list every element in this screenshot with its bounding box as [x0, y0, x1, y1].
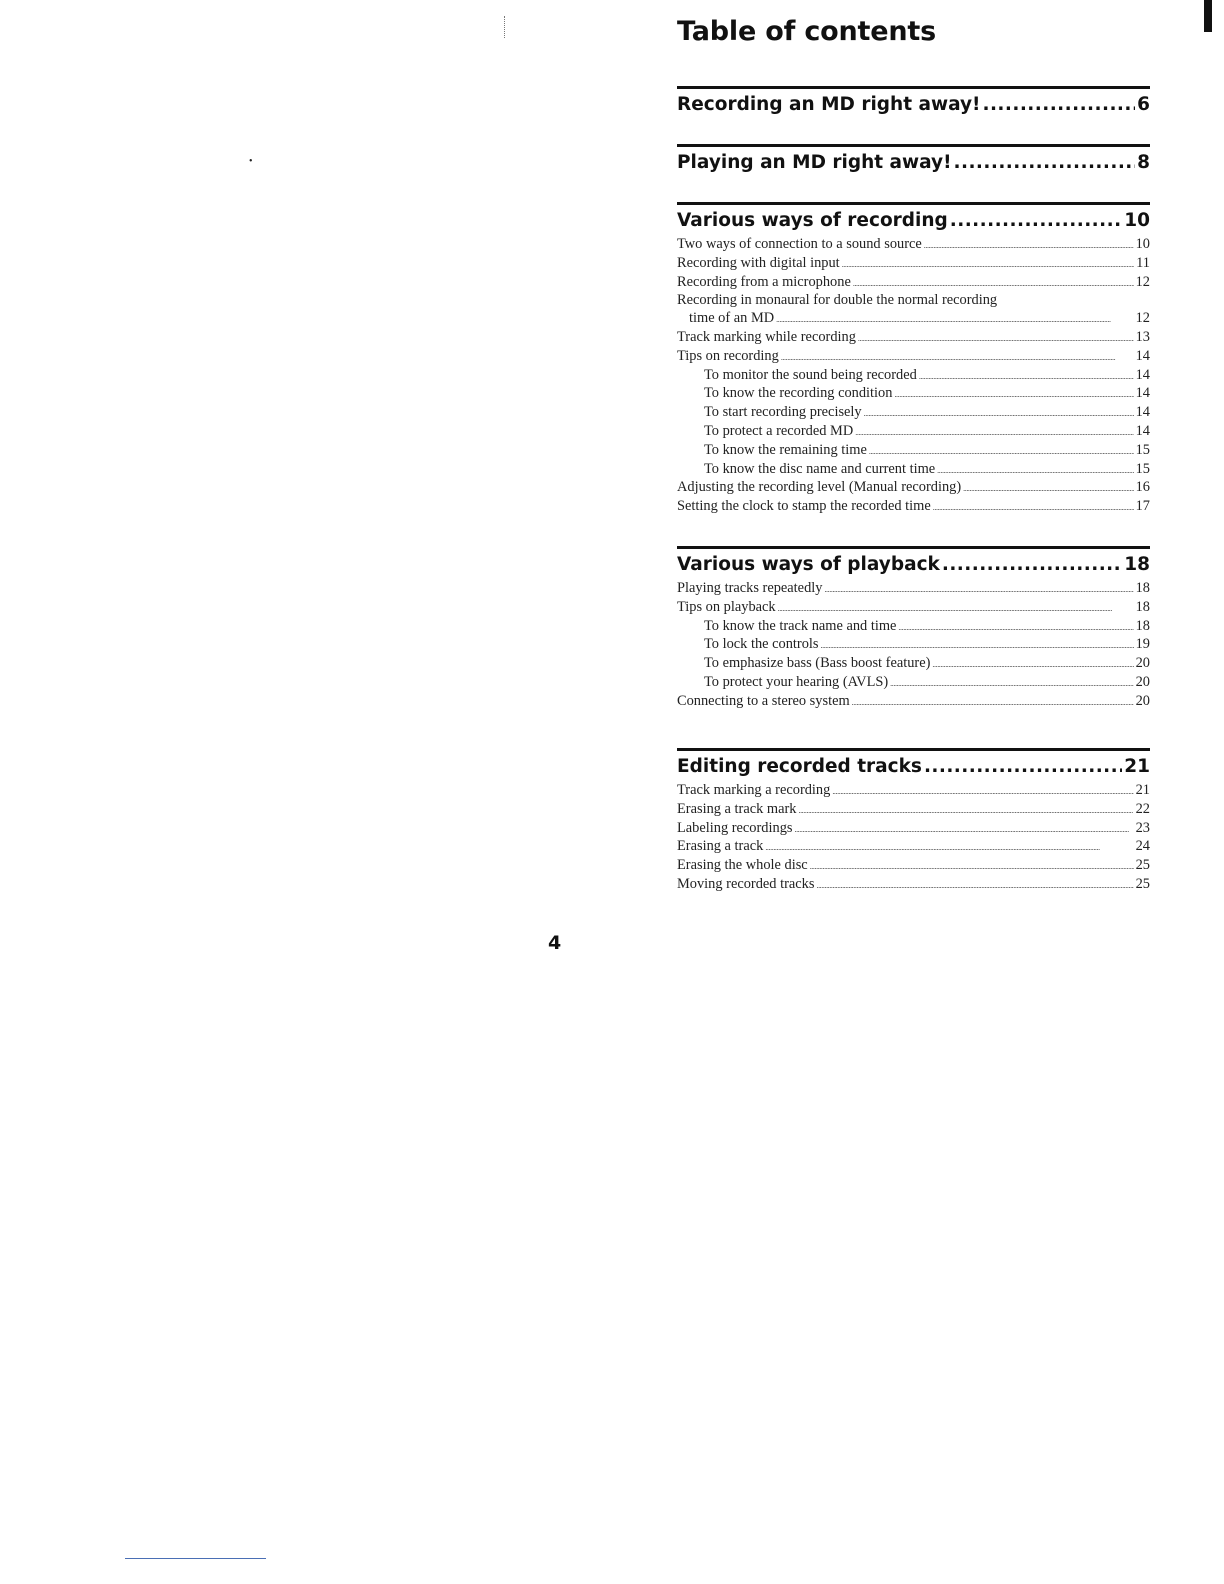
toc-entry	[677, 479, 1150, 498]
dot-leader	[894, 386, 1133, 404]
section-title: Various ways of playback	[677, 554, 940, 575]
section-page: 6	[1137, 94, 1150, 115]
entry-text: To lock the controls	[704, 636, 819, 653]
entry-page: 10	[1135, 236, 1150, 252]
section-rule	[677, 748, 1150, 751]
dot-leader	[798, 802, 1133, 820]
section-heading	[677, 756, 1150, 778]
dot-leader	[954, 152, 1136, 174]
toc-entry	[677, 599, 1150, 618]
dot-leader	[816, 877, 1133, 895]
entry-text: Adjusting the recording level (Manual recording)	[677, 479, 962, 496]
dot-leader	[855, 424, 1133, 442]
entry-text: Track marking a recording	[677, 782, 831, 798]
page-edge-mark	[1204, 0, 1212, 32]
scan-artifact-speck: •	[249, 156, 253, 167]
dot-leader	[821, 637, 1134, 655]
section-heading	[677, 94, 1150, 116]
entry-page: 18	[1135, 598, 1150, 615]
dot-leader	[832, 783, 1133, 801]
toc-entry	[677, 404, 1150, 423]
entry-text: Erasing the whole disc	[677, 857, 808, 874]
page-number: 4	[548, 932, 562, 954]
toc-entry	[677, 255, 1150, 274]
section-rule	[677, 86, 1150, 89]
entry-text: To know the recording condition	[704, 385, 893, 402]
entry-page: 13	[1135, 328, 1150, 345]
section-rule	[677, 546, 1150, 549]
entry-text: Moving recorded tracks	[677, 875, 815, 892]
section-page: 10	[1124, 210, 1150, 231]
section-items	[677, 580, 1150, 712]
dot-leader	[778, 600, 1134, 618]
entry-text: Connecting to a stereo system	[677, 692, 850, 709]
toc-entry	[677, 329, 1150, 348]
entry-page: 20	[1135, 673, 1150, 690]
entry-text: Erasing a track mark	[677, 800, 797, 817]
toc-entry	[677, 636, 1150, 655]
entry-text: To protect a recorded MD	[704, 422, 854, 439]
dot-leader	[810, 858, 1134, 876]
toc-entry	[677, 498, 1150, 517]
entry-text: To monitor the sound being recorded	[704, 366, 917, 383]
entry-page: 25	[1135, 857, 1150, 874]
entry-text: To emphasize bass (Bass boost feature)	[704, 655, 931, 672]
dot-leader	[942, 554, 1122, 576]
dot-leader	[937, 462, 1133, 480]
entry-text: Erasing a track	[677, 838, 764, 855]
entry-text: To start recording precisely	[704, 404, 862, 421]
entry-text: Setting the clock to stamp the recorded time	[677, 498, 931, 515]
toc-section-editing	[677, 748, 1150, 895]
entry-page: 20	[1135, 655, 1150, 672]
toc-entry	[677, 423, 1150, 442]
toc-entry	[677, 580, 1150, 599]
entry-page: 14	[1135, 385, 1150, 402]
toc-entry	[677, 782, 1150, 801]
dot-leader	[852, 694, 1134, 712]
section-heading	[677, 152, 1150, 174]
entry-page: 20	[1135, 692, 1150, 709]
entry-page: 11	[1136, 254, 1150, 271]
section-items	[677, 782, 1150, 895]
toc-entry	[677, 367, 1150, 386]
dot-leader	[864, 405, 1134, 423]
section-title: Playing an MD right away!	[677, 152, 952, 173]
entry-text: Tips on recording	[677, 347, 779, 364]
dot-leader	[919, 368, 1134, 386]
toc-entry	[677, 442, 1150, 461]
dot-leader	[765, 839, 1133, 857]
entry-page: 25	[1135, 875, 1150, 892]
entry-text: Recording with digital input	[677, 254, 840, 271]
entry-page: 15	[1135, 441, 1150, 458]
entry-page: 17	[1135, 498, 1150, 515]
entry-text: Track marking while recording	[677, 328, 856, 345]
section-title: Editing recorded tracks	[677, 756, 922, 777]
toc-entry	[677, 618, 1150, 637]
entry-text: Tips on playback	[677, 598, 776, 615]
toc-entry	[677, 857, 1150, 876]
section-page: 8	[1137, 152, 1150, 173]
toc-section-recording-right-away	[677, 86, 1150, 116]
section-heading	[677, 554, 1150, 576]
toc-entry	[677, 674, 1150, 693]
entry-page: 23	[1135, 819, 1150, 836]
dot-leader	[824, 581, 1133, 599]
toc-entry	[677, 655, 1150, 674]
section-heading	[677, 210, 1150, 232]
toc-entry	[677, 461, 1150, 480]
entry-page: 12	[1135, 310, 1150, 327]
footer-rule	[125, 1558, 266, 1559]
section-rule	[677, 202, 1150, 205]
dot-leader	[858, 330, 1134, 348]
scan-artifact-tick	[504, 16, 506, 38]
section-page: 18	[1124, 554, 1150, 575]
toc-entry	[677, 693, 1150, 712]
toc-entry	[677, 801, 1150, 820]
toc-entry	[677, 820, 1150, 839]
entry-text: To protect your hearing (AVLS)	[704, 673, 889, 690]
dot-leader	[869, 443, 1134, 461]
entry-page: 21	[1135, 782, 1150, 798]
dot-leader	[794, 821, 1133, 839]
entry-text: Two ways of connection to a sound source	[677, 236, 922, 252]
dot-leader	[898, 619, 1133, 637]
section-title: Recording an MD right away!	[677, 94, 981, 115]
entry-page: 14	[1135, 404, 1150, 421]
toc-entry: Recording in monaural for double the normal recording	[677, 292, 998, 309]
entry-text: Recording from a microphone	[677, 273, 851, 290]
dot-leader	[924, 237, 1134, 255]
toc-section-playing-right-away	[677, 144, 1150, 174]
entry-page: 14	[1135, 347, 1150, 364]
toc-entry-continued	[677, 310, 1150, 329]
entry-text: To know the track name and time	[704, 617, 897, 634]
entry-text: Playing tracks repeatedly	[677, 580, 823, 596]
dot-leader	[853, 275, 1134, 293]
dot-leader	[924, 756, 1122, 778]
entry-page: 12	[1135, 273, 1150, 290]
toc-entry	[677, 838, 1150, 857]
entry-text: To know the remaining time	[704, 441, 867, 458]
section-title: Various ways of recording	[677, 210, 948, 231]
toc-entry	[677, 348, 1150, 367]
entry-page: 16	[1135, 479, 1150, 496]
entry-text: Labeling recordings	[677, 819, 793, 836]
dot-leader	[933, 499, 1134, 517]
dot-leader	[890, 675, 1133, 693]
toc-entry	[677, 385, 1150, 404]
entry-page: 15	[1135, 460, 1150, 477]
entry-page: 14	[1135, 422, 1150, 439]
dot-leader	[776, 311, 1133, 329]
entry-page: 18	[1135, 580, 1150, 596]
dot-leader	[963, 480, 1133, 498]
toc-entry	[677, 876, 1150, 895]
section-items	[677, 236, 1150, 517]
toc-entry	[677, 274, 1150, 293]
entry-page: 24	[1135, 838, 1150, 855]
section-page: 21	[1124, 756, 1150, 777]
entry-text: To know the disc name and current time	[704, 460, 936, 477]
page-title: Table of contents	[677, 16, 936, 47]
entry-page: 14	[1135, 366, 1150, 383]
dot-leader	[781, 349, 1134, 367]
dot-leader	[932, 656, 1133, 674]
entry-page: 22	[1135, 800, 1150, 817]
dot-leader	[950, 210, 1122, 232]
toc-section-various-playback	[677, 546, 1150, 712]
toc-section-various-recording	[677, 202, 1150, 517]
entry-page: 18	[1135, 617, 1150, 634]
toc-entry	[677, 236, 1150, 255]
dot-leader	[842, 256, 1134, 274]
section-rule	[677, 144, 1150, 147]
entry-page: 19	[1135, 636, 1150, 653]
dot-leader	[982, 94, 1135, 116]
entry-text: time of an MD	[689, 310, 775, 327]
